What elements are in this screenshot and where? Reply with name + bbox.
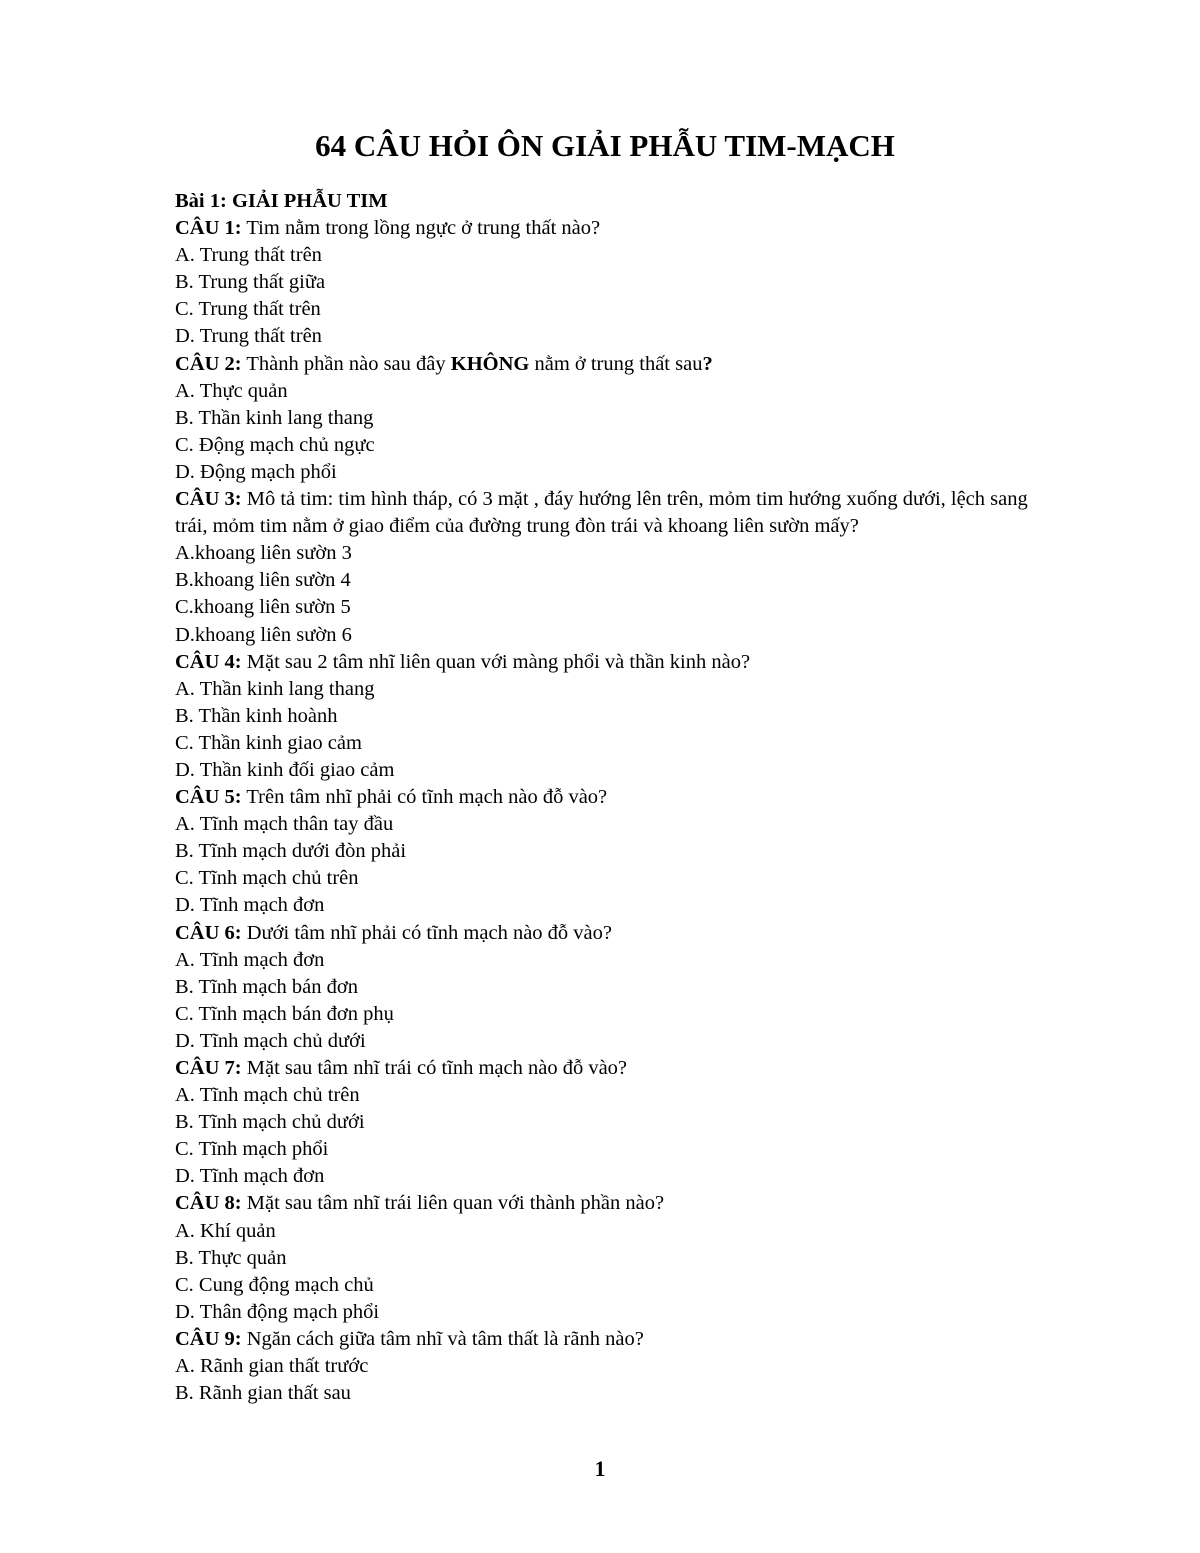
answer-option: C. Động mạch chủ ngực: [175, 433, 375, 456]
answer-option: B. Tĩnh mạch chủ dưới: [175, 1111, 365, 1134]
question-text: nằm ở trung thất sau: [529, 352, 703, 375]
answer-option: C. Tĩnh mạch bán đơn phụ: [175, 1002, 394, 1025]
answer-option: A. Tĩnh mạch đơn: [175, 948, 325, 971]
question-stem: [175, 486, 1035, 540]
question-emphasis: KHÔNG: [450, 352, 530, 375]
answer-option: A. Rãnh gian thất trước: [175, 1355, 369, 1378]
answer-option: B. Tĩnh mạch dưới đòn phải: [175, 840, 407, 863]
question-label: CÂU 1:: [175, 217, 242, 240]
question-stem: [175, 1326, 1035, 1353]
question-text: Ngăn cách giữa tâm nhĩ và tâm thất là rãnh nào?: [241, 1327, 644, 1350]
answer-option: B. Tĩnh mạch bán đơn: [175, 975, 358, 998]
question-5: [175, 784, 1035, 919]
answer-option: A. Thần kinh lang thang: [175, 677, 375, 700]
answer-option: B. Thực quản: [175, 1246, 287, 1269]
question-label: CÂU 6:: [175, 921, 242, 944]
answer-option: D. Trung thất trên: [175, 325, 322, 348]
question-stem: [175, 351, 1035, 378]
answer-option: A. Thực quản: [175, 379, 288, 402]
question-label: CÂU 5:: [175, 786, 242, 809]
answer-option: A. Tĩnh mạch chủ trên: [175, 1084, 360, 1107]
answer-option: D. Động mạch phổi: [175, 460, 337, 483]
answer-option: D.khoang liên sườn 6: [175, 623, 352, 646]
question-text: Mặt sau 2 tâm nhĩ liên quan với màng phổi và thần kinh nào?: [241, 650, 751, 673]
question-text: Mặt sau tâm nhĩ trái có tĩnh mạch nào đỗ vào?: [241, 1057, 628, 1079]
question-9: [175, 1326, 1035, 1407]
question-stem: [175, 649, 1035, 676]
question-label: CÂU 2:: [175, 352, 242, 375]
question-1: [175, 215, 1035, 350]
answer-option: A. Khí quản: [175, 1219, 276, 1242]
answer-option: B.khoang liên sườn 4: [175, 569, 351, 592]
question-6: [175, 920, 1035, 1055]
answer-option: D. Tĩnh mạch đơn: [175, 894, 325, 917]
answer-option: D. Thần kinh đối giao cảm: [175, 758, 395, 781]
answer-option: B. Thần kinh hoành: [175, 704, 338, 727]
question-3: [175, 486, 1035, 649]
question-label: CÂU 7:: [175, 1057, 242, 1079]
answer-option: C. Trung thất trên: [175, 298, 321, 321]
section-heading: Bài 1: GIẢI PHẪU TIM: [175, 190, 388, 212]
question-label: CÂU 9:: [175, 1327, 242, 1350]
question-text: Thành phần nào sau đây: [241, 352, 451, 375]
question-stem: [175, 784, 1035, 811]
answer-option: C.khoang liên sườn 5: [175, 596, 351, 619]
answer-option: A. Tĩnh mạch thân tay đầu: [175, 813, 394, 836]
question-label: CÂU 8:: [175, 1192, 242, 1215]
question-stem: [175, 920, 1035, 947]
question-7: [175, 1055, 1035, 1190]
answer-option: A. Trung thất trên: [175, 244, 322, 267]
question-text: Dưới tâm nhĩ phải có tĩnh mạch nào đỗ vào?: [241, 921, 612, 944]
question-text: Mặt sau tâm nhĩ trái liên quan với thành phần nào?: [241, 1192, 665, 1215]
question-text: Trên tâm nhĩ phải có tĩnh mạch nào đỗ vào?: [241, 786, 608, 809]
question-4: [175, 649, 1035, 784]
answer-option: D. Tĩnh mạch chủ dưới: [175, 1029, 366, 1052]
answer-option: C. Cung động mạch chủ: [175, 1273, 374, 1296]
question-2: [175, 351, 1035, 486]
question-8: [175, 1190, 1035, 1325]
answer-option: C. Tĩnh mạch phổi: [175, 1138, 329, 1161]
question-stem: [175, 1055, 1035, 1082]
answer-option: D. Thân động mạch phổi: [175, 1300, 380, 1323]
question-text: Tim nằm trong lồng ngực ở trung thất nào?: [241, 217, 601, 240]
question-label: CÂU 3:: [175, 488, 242, 511]
answer-option: C. Thần kinh giao cảm: [175, 731, 362, 754]
answer-option: B. Thần kinh lang thang: [175, 406, 374, 429]
document-body: [175, 188, 1035, 1407]
page-title: 64 CÂU HỎI ÔN GIẢI PHẪU TIM-MẠCH: [315, 128, 895, 163]
question-stem: [175, 1190, 1035, 1217]
question-label: CÂU 4:: [175, 650, 242, 673]
page-number: 1: [594, 1456, 606, 1481]
question-stem: [175, 215, 1035, 242]
answer-option: B. Trung thất giữa: [175, 271, 326, 294]
answer-option: B. Rãnh gian thất sau: [175, 1382, 351, 1405]
question-text: Mô tả tim: tim hình tháp, có 3 mặt , đáy hướng lên trên, mỏm tim hướng xuống dưới, lệch sang trái, mỏm tim nằm ở giao điểm của đường trung đòn trái và khoang liên sườn mấy?: [175, 488, 1028, 538]
answer-option: C. Tĩnh mạch chủ trên: [175, 867, 359, 890]
question-mark: ?: [702, 352, 713, 375]
answer-option: A.khoang liên sườn 3: [175, 542, 352, 565]
answer-option: D. Tĩnh mạch đơn: [175, 1165, 325, 1188]
